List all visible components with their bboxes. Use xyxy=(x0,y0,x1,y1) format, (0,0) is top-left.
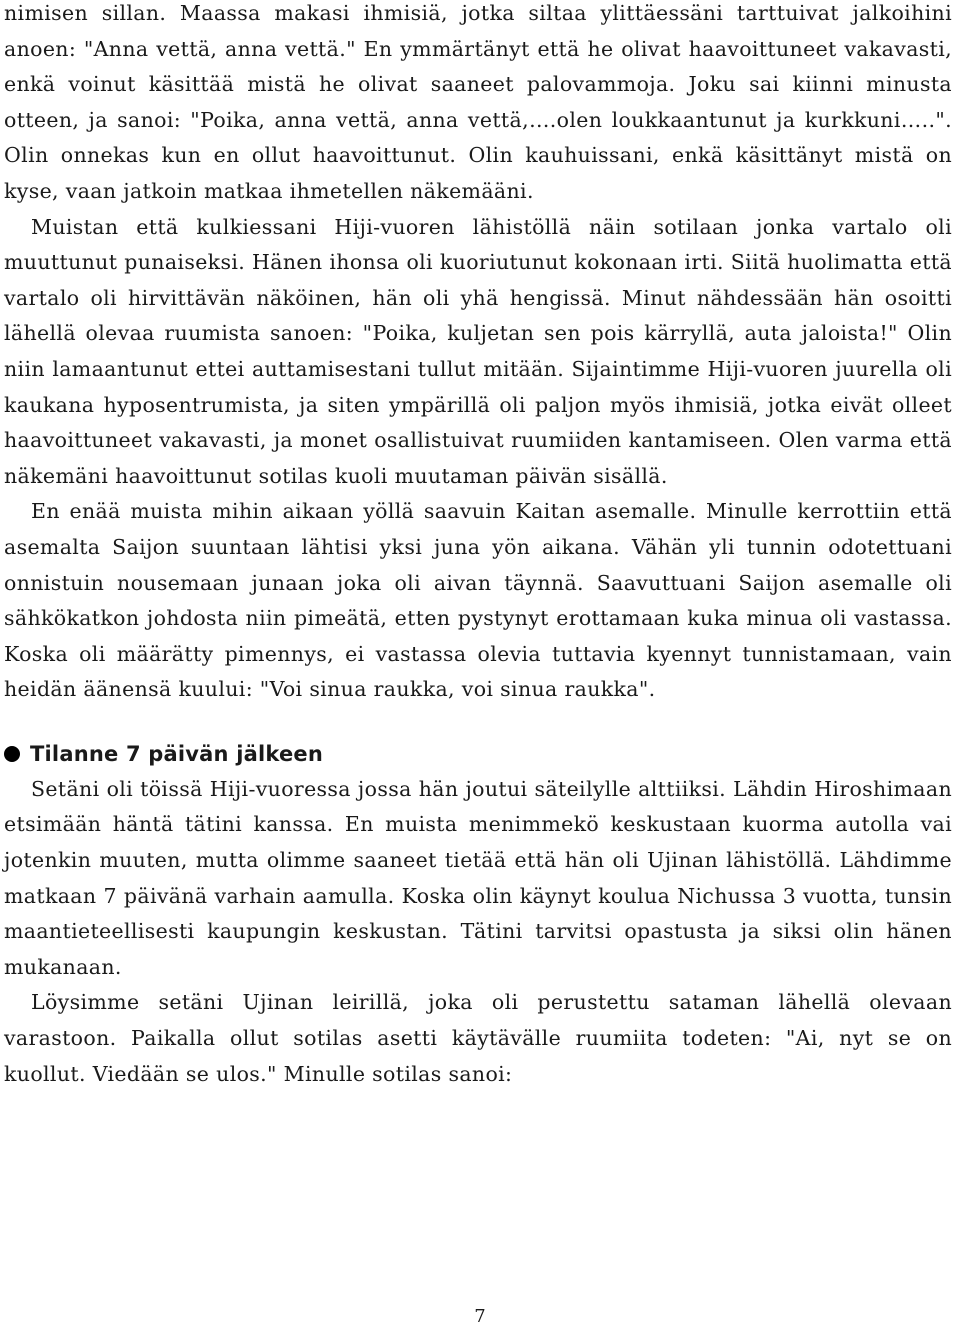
paragraph-3: En enää muista mihin aikaan yöllä saavuin Kaitan asemalle. Minulle kerrottiin että asemalta Saijon suuntaan lähtisi yksi juna yön aikana. Vähän yli tunnin odotettuani onnistuin nousemaan junaan joka oli aivan täynnä. Saavuttuani Saijon asemalle oli sähkökatkon johdosta niin pimeätä, etten pystynyt erottamaan kuka minua oli vastassa. Koska oli määrätty pimennys, ei vastassa olevia tuttavia kyennyt tunnistamaan, vain heidän äänensä kuului: "Voi sinua raukka, voi sinua raukka". xyxy=(4,499,952,702)
page-number: 7 xyxy=(474,1306,486,1327)
paragraph-5: Löysimme setäni Ujinan leirillä, joka oli perustettu sataman lähellä olevaan varastoon. Paikalla ollut sotilas asetti käytävälle ruumiita todeten: "Ai, nyt se on kuollut. Viedään se ulos." Minulle sotilas sanoi: xyxy=(4,990,952,1086)
paragraph-1: nimisen sillan. Maassa makasi ihmisiä, jotka siltaa ylittäessäni tarttuivat jalkoihini anoen: "Anna vettä, anna vettä." En ymmärtänyt että he olivat haavoittuneet vakavasti, enkä voinut käsittää mistä he olivat saaneet palovammoja. Joku sai kiinni minusta otteen, ja sanoi: "Poika, anna vettä, anna vettä,….olen loukkaantunut ja kurkkuni…..". Olin onnekas kun en ollut haavoittunut. Olin kauhuissani, enkä käsittänyt mistä on kyse, vaan jatkoin matkaa ihmetellen näkemääni. xyxy=(4,1,952,203)
bullet-icon xyxy=(4,746,20,762)
section-heading-text: Tilanne 7 päivän jälkeen xyxy=(30,741,323,766)
document-page xyxy=(4,0,952,1092)
paragraph-4: Setäni oli töissä Hiji-vuoressa jossa hän joutui säteilylle alttiiksi. Lähdin Hiroshimaan etsimään häntä tätini kanssa. En muista menimmekö keskustaan kuorma autolla vai jotenkin muuten, mutta olimme saaneet tietää että hän oli Ujinan lähistöllä. Lähdimme matkaan 7 päivänä varhain aamulla. Koska olin käynyt koulua Nichussa 3 vuotta, tunsin maantieteellisesti kaupungin keskustan. Tätini tarvitsi opastusta ja siksi olin hänen mukanaan. xyxy=(4,776,952,979)
paragraph-2: Muistan että kulkiessani Hiji-vuoren lähistöllä näin sotilaan jonka vartalo oli muuttunut punaiseksi. Hänen ihonsa oli kuoriutunut kokonaan irti. Siitä huolimatta että vartalo oli hirvittävän näköinen, hän oli yhä hengissä. Minut nähdessään hän osoitti lähellä olevaa ruumista sanoen: "Poika, kuljetan sen pois kärryllä, auta jaloista!" Olin niin lamaantunut ettei auttamisestani tullut mitään. Sijaintimme Hiji-vuoren juurella oli kaukana hyposentrumista, ja siten ympärillä oli paljon myös ihmisiä, jotka eivät olleet haavoittuneet vakavasti, ja monet osallistuivat ruumiiden kantamiseen. Olen varma että näkemäni haavoittunut sotilas kuoli muutaman päivän sisällä. xyxy=(4,214,952,488)
section-heading xyxy=(4,736,952,772)
